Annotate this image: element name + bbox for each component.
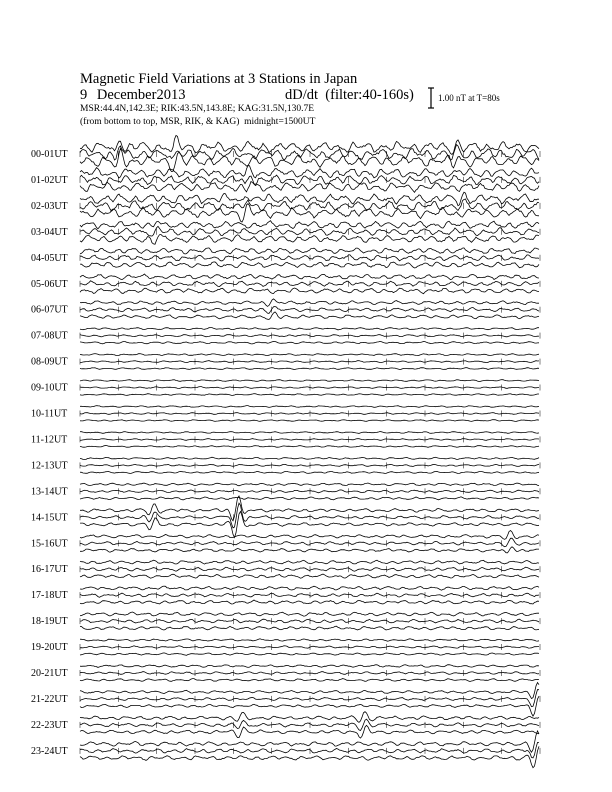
station-coordinates: MSR:44.4N,142.3E; RIK:43.5N,143.8E; KAG:31.5N,130.7E (80, 104, 315, 114)
date-month: December (96, 87, 157, 103)
trace-msr (80, 394, 539, 396)
trace-kag (80, 274, 539, 280)
trace-kag (80, 639, 539, 641)
trace-rik (80, 307, 539, 314)
trace-rik (80, 255, 539, 261)
trace-rik (80, 361, 539, 363)
trace-kag (80, 531, 539, 540)
trace-rik (80, 145, 539, 161)
trace-kag (80, 665, 539, 668)
hour-label: 01-02UT (31, 174, 68, 186)
trace-msr (80, 368, 539, 370)
trace-msr (80, 679, 539, 682)
trace-rik (80, 413, 539, 415)
trace-rik (80, 672, 539, 675)
trace-kag (80, 457, 539, 459)
scale-bar-label: 1.00 nT at T=80s (438, 93, 500, 103)
hour-label: 07-08UT (31, 330, 68, 342)
midnight-note: midnight=1500UT (244, 117, 316, 127)
hour-label: 12-13UT (31, 460, 68, 472)
trace-rik (80, 175, 539, 185)
trace-msr (80, 446, 539, 448)
hour-label: 06-07UT (31, 304, 68, 316)
trace-msr (80, 547, 539, 553)
trace-msr (80, 312, 539, 320)
hour-label: 21-22UT (31, 693, 68, 705)
hour-label: 13-14UT (31, 486, 68, 498)
trace-msr (80, 626, 539, 630)
trace-kag (80, 192, 539, 206)
hour-label: 16-17UT (31, 564, 68, 576)
trace-msr (80, 288, 539, 294)
filter-label: (filter:40-160s) (325, 87, 414, 103)
trace-msr (80, 511, 539, 537)
trace-kag (80, 248, 539, 254)
chart-title: Magnetic Field Variations at 3 Stations in Japan (80, 71, 358, 87)
trace-kag (80, 612, 539, 616)
hour-label: 03-04UT (31, 226, 68, 238)
trace-kag (80, 712, 539, 723)
trace-msr (80, 574, 539, 578)
hour-label: 10-11UT (31, 408, 68, 420)
trace-msr (80, 204, 539, 223)
hour-label: 19-20UT (31, 642, 68, 654)
date-day: 9 (80, 87, 88, 103)
trace-rows (31, 136, 540, 768)
trace-kag (80, 586, 539, 590)
trace-rik (80, 439, 539, 441)
hour-label: 18-19UT (31, 616, 68, 628)
trace-rik (80, 646, 539, 648)
hour-label: 08-09UT (31, 356, 68, 368)
hour-label: 20-21UT (31, 668, 68, 679)
trace-kag (80, 560, 539, 564)
date-year: 2013 (156, 87, 186, 103)
trace-msr (80, 653, 539, 655)
order-note: (from bottom to top, MSR, RIK, & KAG) (80, 117, 240, 127)
hour-label: 15-16UT (31, 538, 68, 550)
trace-rik (80, 335, 539, 337)
trace-rik (80, 464, 539, 466)
trace-kag (80, 432, 539, 434)
hour-label: 04-05UT (31, 252, 68, 264)
trace-msr (80, 262, 539, 268)
hour-label: 22-23UT (31, 719, 68, 731)
trace-kag (80, 406, 539, 408)
hour-label: 02-03UT (31, 200, 68, 212)
trace-kag (80, 483, 539, 486)
hour-label: 17-18UT (31, 590, 68, 602)
quantity-label: dD/dt (285, 87, 319, 103)
trace-msr (80, 725, 539, 738)
scale-bar (428, 88, 434, 108)
trace-kag (80, 328, 539, 330)
trace-msr (80, 497, 539, 500)
trace-kag (80, 354, 539, 356)
hour-label: 14-15UT (31, 512, 68, 524)
trace-kag (80, 683, 539, 699)
hour-label: 09-10UT (31, 382, 68, 394)
trace-msr (80, 182, 539, 193)
trace-msr (80, 471, 539, 473)
hour-label: 11-12UT (31, 434, 68, 446)
hour-label: 05-06UT (31, 278, 68, 290)
hour-label: 23-24UT (31, 745, 68, 757)
trace-kag (80, 221, 539, 229)
trace-rik (80, 490, 539, 493)
trace-rik (80, 538, 539, 547)
trace-kag (80, 299, 539, 307)
trace-rik (80, 567, 539, 571)
trace-rik (80, 387, 539, 389)
trace-rik (80, 593, 539, 597)
trace-msr (80, 420, 539, 422)
hour-label: 00-01UT (31, 149, 68, 160)
trace-kag (80, 380, 539, 382)
trace-rik (80, 719, 539, 730)
trace-msr (80, 341, 539, 344)
trace-msr (80, 600, 539, 604)
trace-rik (80, 619, 539, 623)
trace-rik (80, 281, 539, 287)
